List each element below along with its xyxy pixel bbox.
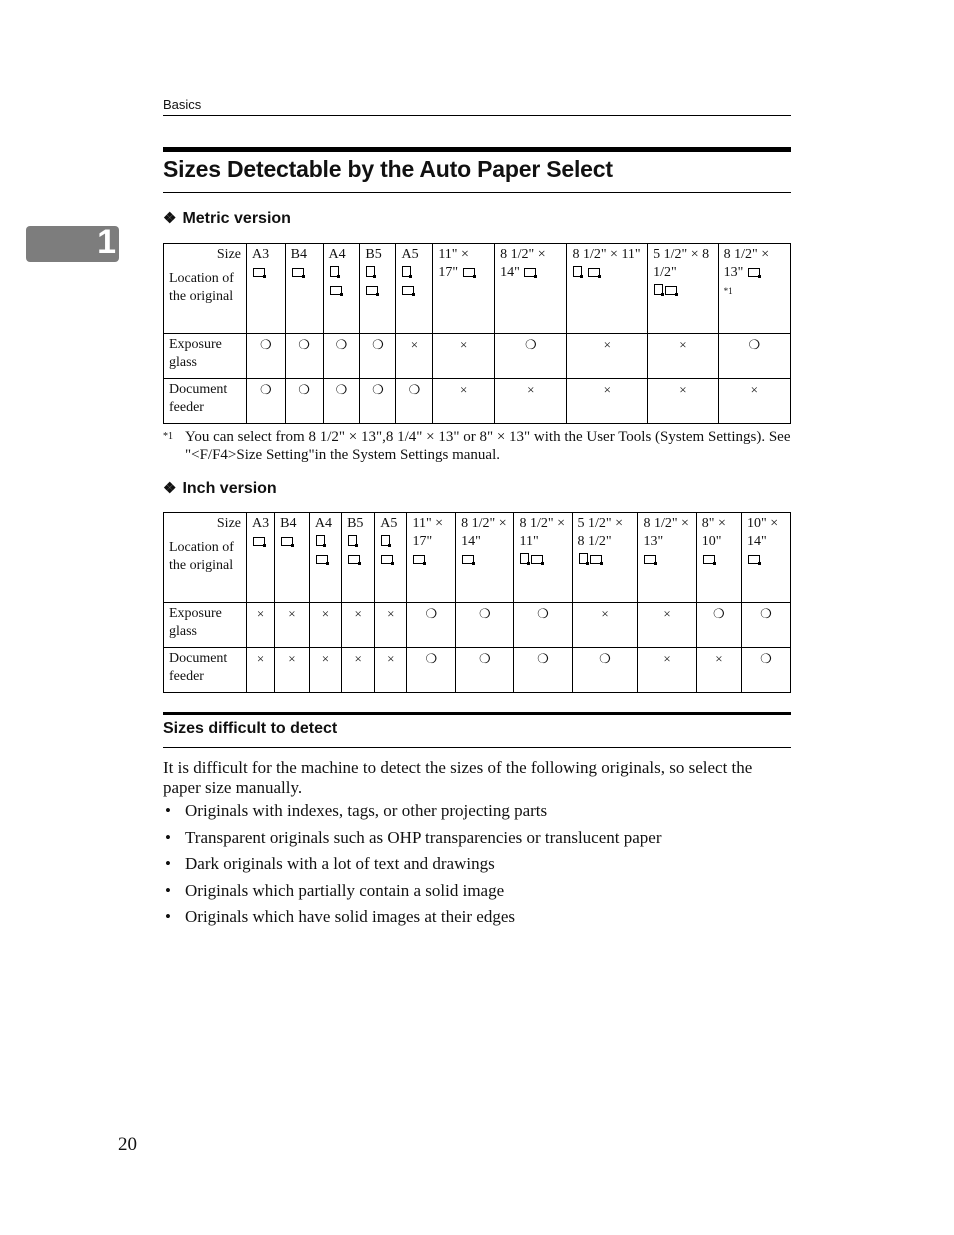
availability-mark: ❍: [407, 603, 456, 648]
availability-mark: ❍: [456, 603, 514, 648]
availability-mark: ×: [309, 603, 341, 648]
chapter-number: 1: [97, 223, 116, 261]
orientation-icon: [253, 268, 265, 277]
inch-col-10x14: 10" × 14": [742, 513, 791, 603]
orientation-icon: [381, 535, 390, 546]
metric-col-8-5x14: 8 1/2" × 14": [495, 244, 567, 334]
availability-mark: ❍: [456, 648, 514, 693]
list-item: • Originals which have solid images at their edges: [163, 907, 791, 927]
orientation-icon: [748, 268, 760, 277]
metric-col-5-5x8-5: 5 1/2" × 8 1/2": [648, 244, 718, 334]
availability-mark: ❍: [514, 648, 572, 693]
inch-corner-cell: [164, 513, 247, 603]
list-item: • Originals with indexes, tags, or other projecting parts: [163, 801, 791, 821]
metric-row-document-feeder: [164, 379, 791, 424]
availability-mark: ❍: [572, 648, 638, 693]
availability-mark: ❍: [323, 379, 360, 424]
inch-row-exposure-glass: [164, 603, 791, 648]
availability-mark: ×: [275, 648, 310, 693]
inch-col-b5: B5: [342, 513, 375, 603]
availability-mark: ×: [567, 379, 648, 424]
availability-mark: ×: [342, 603, 375, 648]
size-label: Size: [216, 516, 241, 531]
section-title: Sizes difficult to detect: [163, 720, 338, 737]
availability-mark: ❍: [360, 379, 396, 424]
inch-col-a5: A5: [375, 513, 407, 603]
availability-mark: ×: [648, 334, 718, 379]
orientation-icon: [665, 286, 677, 295]
orientation-icon: [654, 284, 663, 295]
metric-corner-cell: [164, 244, 247, 334]
page-number: 20: [118, 1134, 137, 1155]
availability-mark: ×: [375, 648, 407, 693]
inch-col-8-5x11: 8 1/2" × 11": [514, 513, 572, 603]
orientation-icon: [316, 535, 325, 546]
orientation-icon: [703, 555, 715, 564]
metric-col-b5: B5: [360, 244, 396, 334]
diamond-icon: ❖: [163, 210, 177, 227]
availability-mark: ❍: [247, 379, 286, 424]
availability-mark: ×: [718, 379, 790, 424]
metric-col-b4: B4: [285, 244, 323, 334]
orientation-icon: [366, 266, 375, 277]
availability-mark: ❍: [495, 334, 567, 379]
availability-mark: ×: [638, 603, 696, 648]
availability-mark: ❍: [718, 334, 790, 379]
orientation-icon: [253, 537, 265, 546]
location-label: Location of the original: [169, 271, 234, 304]
metric-col-a5: A5: [396, 244, 433, 334]
orientation-icon: [348, 555, 360, 564]
footnote: [163, 428, 791, 464]
availability-mark: ×: [342, 648, 375, 693]
orientation-icon: [402, 266, 411, 277]
orientation-icon: [316, 555, 328, 564]
metric-col-8-5x11: 8 1/2" × 11": [567, 244, 648, 334]
orientation-icon: [524, 268, 536, 277]
title-bar: [163, 147, 791, 152]
availability-mark: ×: [433, 379, 495, 424]
inch-heading: [163, 479, 277, 498]
row-label: Document feeder: [164, 379, 247, 424]
orientation-icon: [281, 537, 293, 546]
orientation-icon: [748, 555, 760, 564]
availability-mark: ❍: [696, 603, 741, 648]
availability-mark: ×: [433, 334, 495, 379]
metric-heading: [163, 209, 291, 228]
orientation-icon: [413, 555, 425, 564]
orientation-icon: [644, 555, 656, 564]
metric-col-8-5x13: 8 1/2" × 13" $^{*1}$: [718, 244, 790, 334]
metric-col-a4: A4: [323, 244, 360, 334]
list-item: • Originals which partially contain a solid image: [163, 881, 791, 901]
metric-heading-text: Metric version: [182, 210, 291, 227]
availability-mark: ×: [375, 603, 407, 648]
orientation-icon: [588, 268, 600, 277]
row-label: Exposure glass: [164, 334, 247, 379]
orientation-icon: [330, 266, 339, 277]
metric-header-row: [164, 244, 791, 334]
orientation-icon: [292, 268, 304, 277]
availability-mark: ❍: [247, 334, 286, 379]
metric-table: [163, 243, 791, 424]
orientation-icon: [462, 555, 474, 564]
metric-col-a3: A3: [247, 244, 286, 334]
inch-col-a4: A4: [309, 513, 341, 603]
footnote-mark: *1: [163, 431, 173, 442]
orientation-icon: [590, 555, 602, 564]
availability-mark: ×: [648, 379, 718, 424]
availability-mark: ×: [275, 603, 310, 648]
inch-col-8-5x14: 8 1/2" × 14": [456, 513, 514, 603]
row-label: Document feeder: [164, 648, 247, 693]
orientation-icon: [573, 266, 582, 277]
orientation-icon: [330, 286, 342, 295]
list-item: • Dark originals with a lot of text and drawings: [163, 854, 791, 874]
orientation-icon: [366, 286, 378, 295]
list-item: • Transparent originals such as OHP transparencies or translucent paper: [163, 828, 791, 848]
availability-mark: ×: [309, 648, 341, 693]
row-label: Exposure glass: [164, 603, 247, 648]
inch-table: [163, 512, 791, 693]
size-label: Size: [216, 247, 241, 262]
availability-mark: ×: [247, 603, 275, 648]
availability-mark: ×: [247, 648, 275, 693]
section-bar: [163, 712, 791, 715]
availability-mark: ❍: [285, 334, 323, 379]
inch-col-a3: A3: [247, 513, 275, 603]
availability-mark: ×: [572, 603, 638, 648]
orientation-icon: [402, 286, 414, 295]
orientation-icon: [579, 553, 588, 564]
location-label: Location of the original: [169, 540, 234, 573]
availability-mark: ❍: [514, 603, 572, 648]
availability-mark: ❍: [396, 379, 433, 424]
diamond-icon: ❖: [163, 480, 177, 497]
running-header: Basics: [163, 97, 202, 112]
inch-col-b4: B4: [275, 513, 310, 603]
availability-mark: ❍: [360, 334, 396, 379]
orientation-icon: [381, 555, 393, 564]
header-rule: [163, 115, 791, 116]
page-title: Sizes Detectable by the Auto Paper Select: [163, 156, 613, 182]
inch-col-8x10: 8" × 10": [696, 513, 741, 603]
availability-mark: ×: [396, 334, 433, 379]
footnote-text: You can select from 8 1/2" × 13",8 1/4" × 13" or 8" × 13" with the User Tools (System Settings). See "<F/F4>Size Setting"in the System Settings manual.: [185, 429, 791, 463]
availability-mark: ❍: [742, 648, 791, 693]
section-intro: It is difficult for the machine to detect the sizes of the following originals, so select the paper size manually.: [163, 758, 753, 797]
inch-col-11x17: 11" × 17": [407, 513, 456, 603]
orientation-icon: [531, 555, 543, 564]
metric-row-exposure-glass: [164, 334, 791, 379]
section-rule: [163, 747, 791, 748]
orientation-icon: [348, 535, 357, 546]
bullet-list: [163, 801, 791, 934]
inch-header-row: [164, 513, 791, 603]
availability-mark: ❍: [285, 379, 323, 424]
availability-mark: ❍: [407, 648, 456, 693]
availability-mark: ×: [638, 648, 696, 693]
inch-col-5-5x8-5: 5 1/2" × 8 1/2": [572, 513, 638, 603]
orientation-icon: [520, 553, 529, 564]
inch-heading-text: Inch version: [182, 480, 277, 497]
inch-row-document-feeder: [164, 648, 791, 693]
chapter-tab: [26, 223, 119, 262]
availability-mark: ×: [495, 379, 567, 424]
availability-mark: ×: [696, 648, 741, 693]
metric-col-11x17: 11" × 17": [433, 244, 495, 334]
orientation-icon: [463, 268, 475, 277]
availability-mark: ❍: [742, 603, 791, 648]
title-rule: [163, 192, 791, 193]
footnote-ref: *1: [723, 286, 733, 296]
availability-mark: ❍: [323, 334, 360, 379]
availability-mark: ×: [567, 334, 648, 379]
inch-col-8-5x13: 8 1/2" × 13": [638, 513, 696, 603]
